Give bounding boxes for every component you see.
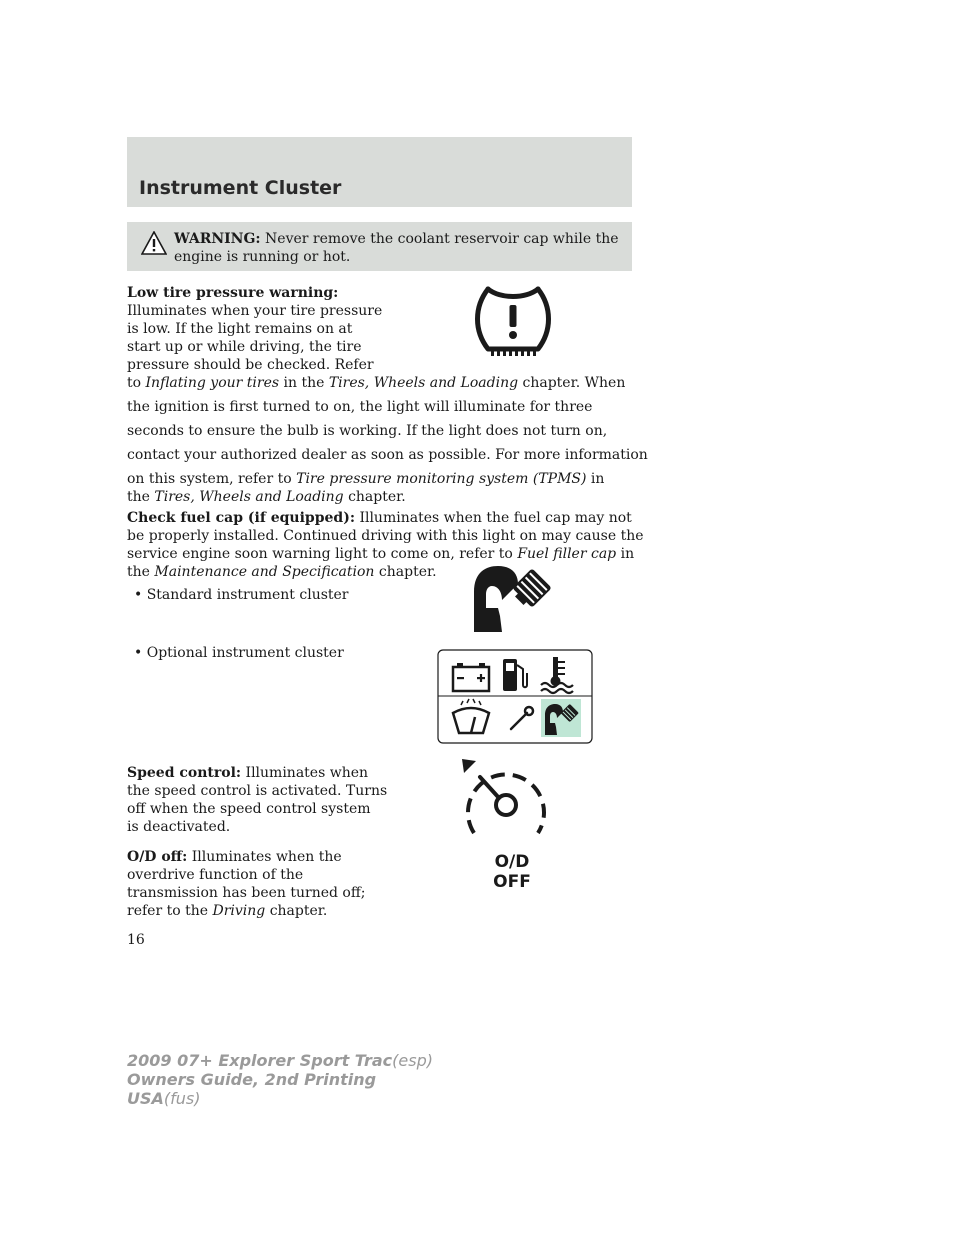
- fuel-cap-heading: Check fuel cap (if equipped):: [127, 510, 355, 526]
- warning-box: [127, 222, 632, 271]
- tire-pressure-text: contact your authorized dealer as soon as possible. For more information: [127, 447, 648, 463]
- footer-line: 2009 07+ Explorer Sport Trac(esp): [127, 1051, 433, 1070]
- tire-pressure-heading: Low tire pressure warning:: [127, 285, 339, 301]
- tire-pressure-text: start up or while driving, the tire: [127, 339, 362, 355]
- od-off-text: refer to the Driving chapter.: [127, 903, 328, 919]
- warning-text: WARNING: Never remove the coolant reservoir cap while the engine is running or hot.: [174, 231, 619, 265]
- tire-pressure-text: the ignition is first turned to on, the light will illuminate for three: [127, 399, 593, 415]
- tire-pressure-text: on this system, refer to Tire pressure monitoring system (TPMS) in: [127, 471, 605, 487]
- speed-control-text: off when the speed control system: [127, 801, 371, 817]
- tire-pressure-text: to Inflating your tires in the Tires, Wheels and Loading chapter. When: [127, 375, 626, 391]
- tire-pressure-text: is low. If the light remains on at: [127, 321, 353, 337]
- footer: [127, 1051, 433, 1108]
- list-item: • Optional instrument cluster: [134, 645, 344, 661]
- fuel-cap-icon: [468, 558, 560, 634]
- tire-pressure-text: the Tires, Wheels and Loading chapter.: [127, 489, 406, 505]
- tire-pressure-text: pressure should be checked. Refer: [127, 357, 374, 373]
- speed-control-text: the speed control is activated. Turns: [127, 783, 388, 799]
- od-off-heading: O/D off:: [127, 849, 188, 865]
- warning-label: WARNING:: [174, 231, 261, 247]
- speed-control-text: Speed control: Illuminates when: [127, 765, 369, 781]
- footer-line: Owners Guide, 2nd Printing: [127, 1070, 377, 1089]
- fuel-cap-text: be properly installed. Continued driving with this light on may cause the: [127, 528, 644, 544]
- od-off-text: transmission has been turned off;: [127, 885, 366, 901]
- od-off-icon: O/D OFF: [493, 852, 531, 892]
- fuel-cap-text: Check fuel cap (if equipped): Illuminates when the fuel cap may not: [127, 510, 632, 526]
- speed-control-text: is deactivated.: [127, 819, 231, 835]
- fuel-cap-text: service engine soon warning light to come on, refer to Fuel filler cap in: [127, 546, 635, 562]
- speed-control-heading: Speed control:: [127, 765, 242, 781]
- od-off-text: O/D off: Illuminates when the: [127, 849, 342, 865]
- speed-control-icon: [460, 757, 550, 839]
- section-header: [127, 137, 632, 207]
- section-title: Instrument Cluster: [139, 177, 342, 199]
- list-item: • Standard instrument cluster: [134, 587, 349, 603]
- warning-triangle-icon: [141, 231, 167, 255]
- footer-line: USA(fus): [127, 1089, 201, 1108]
- od-off-text: overdrive function of the: [127, 867, 304, 883]
- tire-pressure-text: Illuminates when your tire pressure: [127, 303, 383, 319]
- page-number: 16: [127, 932, 145, 948]
- fuel-cap-text: the Maintenance and Specification chapter.: [127, 564, 437, 580]
- tire-pressure-text: seconds to ensure the bulb is working. If the light does not turn on,: [127, 423, 608, 439]
- tire-pressure-icon: [474, 285, 552, 357]
- optional-cluster-panel: [437, 649, 593, 744]
